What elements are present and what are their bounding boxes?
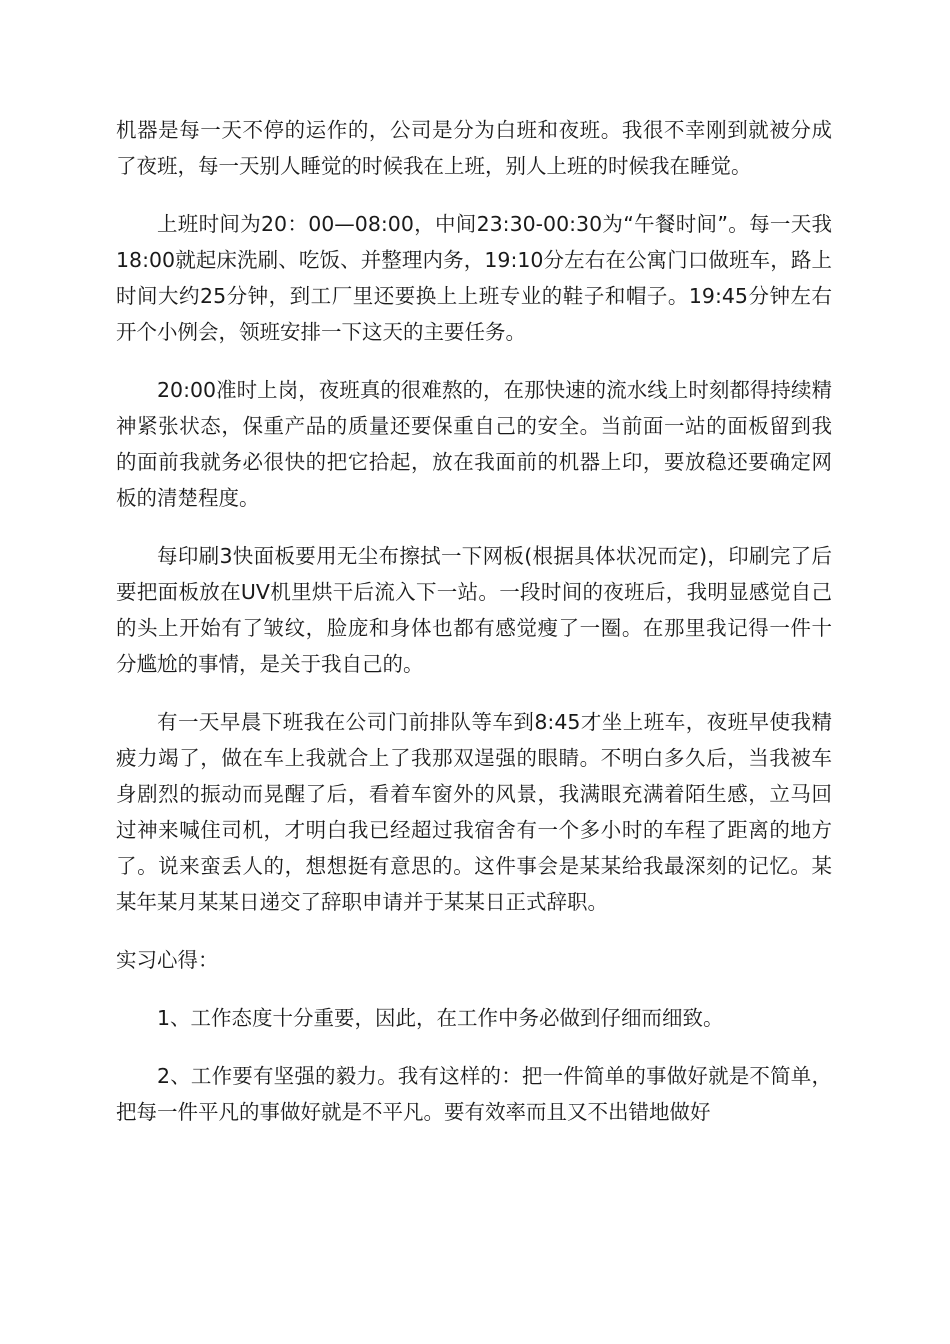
list-item-1: 1、工作态度十分重要，因此，在工作中务必做到仔细而细致。: [157, 1006, 724, 1030]
paragraph-bus-story: 有一天早晨下班我在公司门前排队等车到8:45才坐上班车，夜班早使我精疲力竭了，做在车上我就合上了我那双逞强的眼睛。不明白多久后，当我被车身剧烈的振动而晃醒了后，看着车窗外的风景，我满眼充满着陌生感，立马回过神来喊住司机，才明白我已经超过我宿舍有一个多小时的车程了距离的地方了。说来蛮丢人的，想想挺有意思的。这件事会是某某给我最深刻的记忆。某某年某月某某日递交了辞职申请并于某某日正式辞职。: [116, 710, 832, 914]
document-body: [116, 112, 832, 1152]
section-heading-internship-reflections: 实习心得：: [116, 948, 219, 972]
paragraph-on-duty: 20:00准时上岗，夜班真的很难熬的，在那快速的流水线上时刻都得持续精神紧张状态，保重产品的质量还要保重自己的安全。当前面一站的面板留到我的面前我就务必很快的把它拾起，放在我面前的机器上印，要放稳还要确定网板的清楚程度。: [116, 378, 832, 510]
list-item-2: 2、工作要有坚强的毅力。我有这样的：把一件简单的事做好就是不简单，把每一件平凡的事做好就是不平凡。要有效率而且又不出错地做好: [116, 1064, 832, 1124]
paragraph-printing-process: 每印刷3快面板要用无尘布擦拭一下网板(根据具体状况而定)，印刷完了后要把面板放在UV机里烘干后流入下一站。一段时间的夜班后，我明显感觉自己的头上开始有了皱纹，脸庞和身体也都有感觉瘦了一圈。在那里我记得一件十分尴尬的事情，是关于我自己的。: [116, 544, 832, 676]
paragraph-work-schedule: 上班时间为20：00—08:00，中间23:30-00:30为“午餐时间”。每一天我18:00就起床洗刷、吃饭、并整理内务，19:10分左右在公寓门口做班车，路上时间大约25分钟，到工厂里还要换上上班专业的鞋子和帽子。19:45分钟左右开个小例会，领班安排一下这天的主要任务。: [116, 212, 832, 344]
paragraph-night-shift-intro: 机器是每一天不停的运作的，公司是分为白班和夜班。我很不幸刚到就被分成了夜班，每一天别人睡觉的时候我在上班，别人上班的时候我在睡觉。: [116, 118, 832, 178]
